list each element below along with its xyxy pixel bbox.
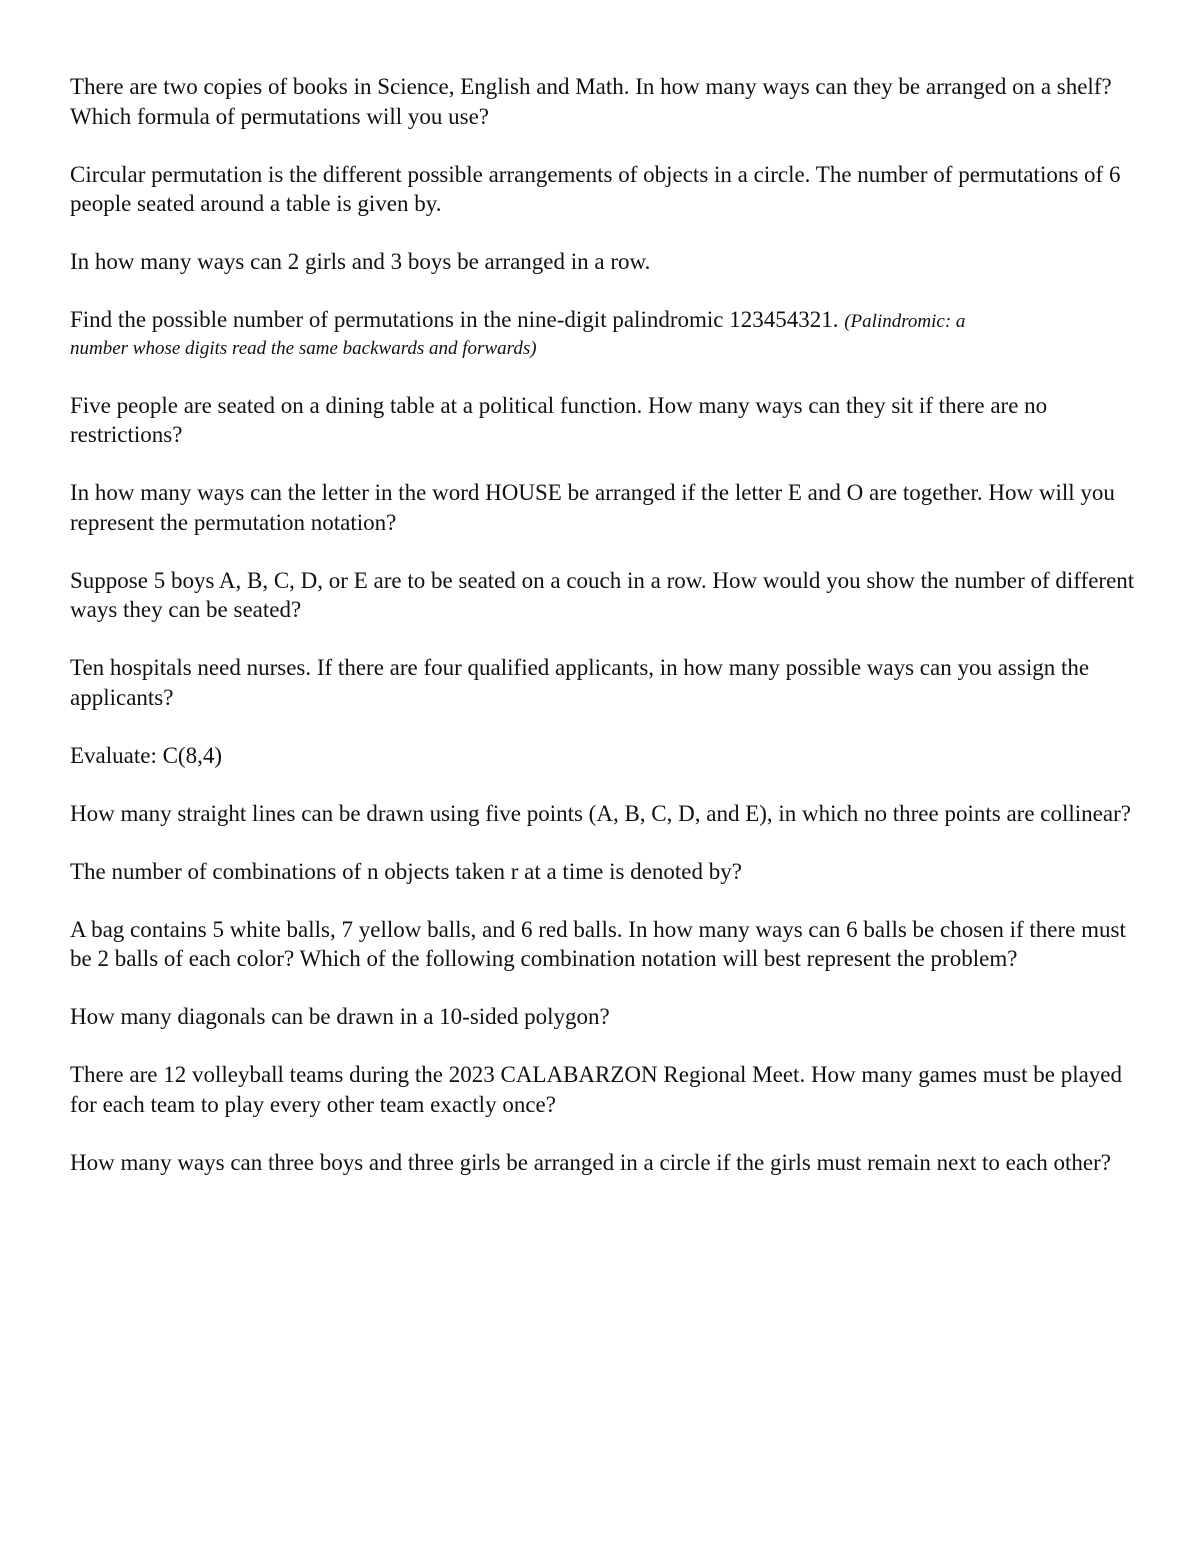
question-8: Ten hospitals need nurses. If there are four qualified applicants, in how many possible ways can you assign the applicants? bbox=[70, 655, 1090, 710]
question-13: How many diagonals can be drawn in a 10-sided polygon? bbox=[70, 1004, 610, 1029]
question-4-text: Find the possible number of permutations in the nine-digit palindromic 123454321. bbox=[70, 307, 845, 332]
question-4-note: (Palindromic: a bbox=[844, 311, 966, 332]
question-9: Evaluate: C(8,4) bbox=[70, 742, 223, 768]
question-15: How many ways can three boys and three girls be arranged in a circle if the girls must remain next to each other? bbox=[70, 1149, 1112, 1175]
question-14: There are 12 volleyball teams during the 2023 CALABARZON Regional Meet. How many games must be played for each team to play every other team exactly once? bbox=[70, 1062, 1123, 1117]
question-7: Suppose 5 boys A, B, C, D, or E are to be seated on a couch in a row. How would you show the number of different ways they can be seated? bbox=[70, 567, 1135, 622]
worksheet-page bbox=[70, 72, 1140, 1206]
question-1: There are two copies of books in Science, English and Math. In how many ways can they be arranged on a shelf? Which formula of permutations will you use? bbox=[70, 74, 1112, 129]
question-2: Circular permutation is the different possible arrangements of objects in a circle. The number of permutations of 6 people seated around a table is given by. bbox=[70, 161, 1121, 216]
question-12: A bag contains 5 white balls, 7 yellow balls, and 6 red balls. In how many ways can 6 balls be chosen if there must be 2 balls of each color? Which of the following combination notation will best represent the problem? bbox=[70, 916, 1126, 971]
question-4 bbox=[70, 305, 1140, 361]
question-10: How many straight lines can be drawn using five points (A, B, C, D, and E), in which no three points are collinear? bbox=[70, 800, 1131, 826]
question-4-note-continued: number whose digits read the same backwards and forwards) bbox=[70, 337, 537, 359]
question-11: The number of combinations of n objects taken r at a time is denoted by? bbox=[70, 858, 742, 884]
question-6: In how many ways can the letter in the word HOUSE be arranged if the letter E and O are together. How will you represent the permutation notation? bbox=[70, 480, 1115, 535]
question-5: Five people are seated on a dining table at a political function. How many ways can they sit if there are no restrictions? bbox=[70, 392, 1048, 447]
question-3: In how many ways can 2 girls and 3 boys be arranged in a row. bbox=[70, 249, 651, 274]
